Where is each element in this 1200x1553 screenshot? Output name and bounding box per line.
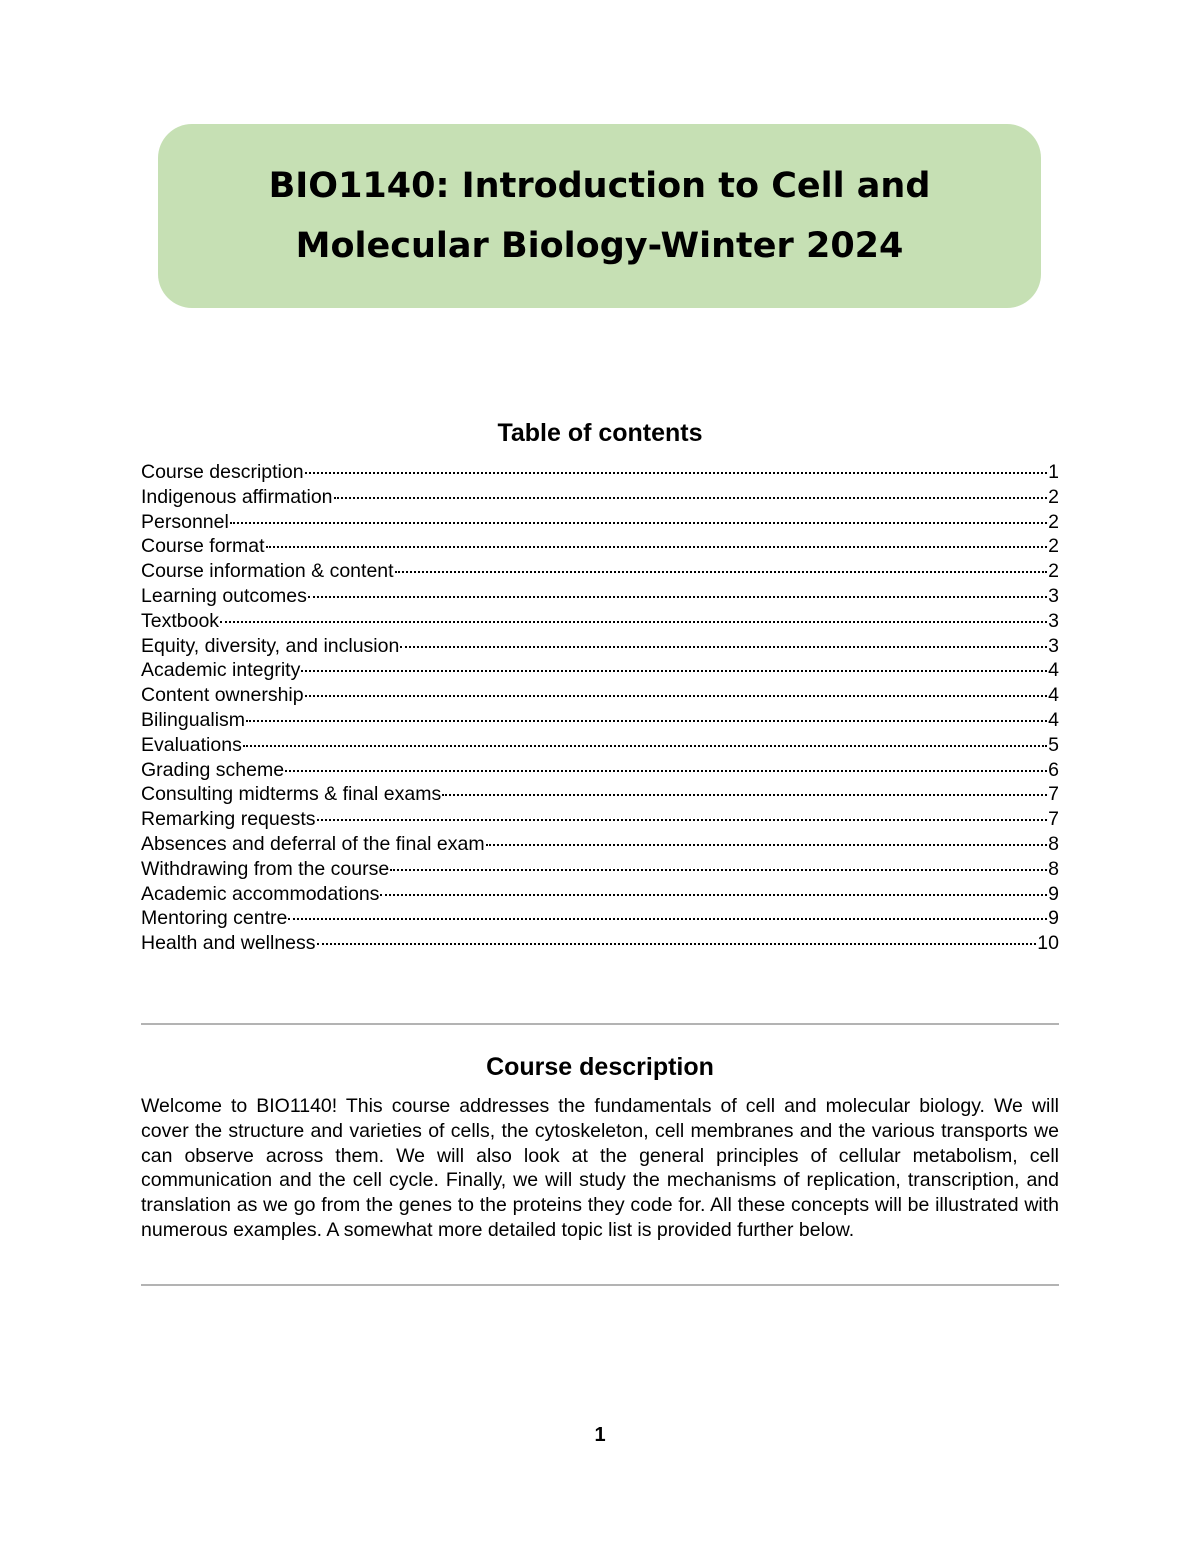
- toc-dot-leader: [305, 695, 1048, 697]
- toc-entry-label: Personnel: [141, 510, 229, 533]
- toc-entry-label: Learning outcomes: [141, 584, 307, 607]
- toc-entry-page-number: 2: [1048, 510, 1059, 533]
- toc-entry-page-number: 5: [1048, 733, 1059, 756]
- toc-entry-page-number: 8: [1048, 832, 1059, 855]
- toc-dot-leader: [288, 918, 1047, 920]
- toc-entry[interactable]: [141, 882, 1059, 907]
- toc-entry-page-number: 3: [1048, 609, 1059, 632]
- toc-dot-leader: [380, 894, 1047, 896]
- toc-entry-label: Withdrawing from the course: [141, 857, 390, 880]
- toc-dot-leader: [285, 770, 1047, 772]
- title-banner: [158, 124, 1041, 308]
- toc-entry[interactable]: [141, 534, 1059, 559]
- toc-dot-leader: [334, 497, 1048, 499]
- toc-entry-label: Absences and deferral of the final exam: [141, 832, 485, 855]
- toc-entry-label: Grading scheme: [141, 758, 285, 781]
- toc-dot-leader: [317, 819, 1048, 821]
- toc-entry-label: Course information & content: [141, 560, 394, 583]
- toc-entry-label: Mentoring centre: [141, 907, 288, 930]
- toc-entry[interactable]: [141, 658, 1059, 683]
- toc-dot-leader: [266, 546, 1048, 548]
- toc-entry-page-number: 9: [1048, 882, 1059, 905]
- toc-dot-leader: [301, 670, 1047, 672]
- section-heading: Course description: [486, 1053, 714, 1081]
- toc-entry-page-number: 4: [1048, 684, 1059, 707]
- toc-dot-leader: [390, 869, 1047, 871]
- toc-entry[interactable]: [141, 906, 1059, 931]
- toc-entry[interactable]: [141, 609, 1059, 634]
- toc-entry[interactable]: [141, 460, 1059, 485]
- toc-entry[interactable]: [141, 510, 1059, 535]
- toc-entry-label: Evaluations: [141, 733, 242, 756]
- toc-entry[interactable]: [141, 807, 1059, 832]
- toc-entry-label: Course format: [141, 535, 265, 558]
- toc-dot-leader: [442, 794, 1047, 796]
- page-number: 1: [594, 1424, 606, 1446]
- toc-entry[interactable]: [141, 931, 1059, 956]
- toc-entry-label: Remarking requests: [141, 808, 316, 831]
- toc-entry-label: Content ownership: [141, 684, 304, 707]
- toc-entry[interactable]: [141, 559, 1059, 584]
- document-title-line-1: BIO1140: Introduction to Cell and: [268, 166, 931, 206]
- toc-entry[interactable]: [141, 857, 1059, 882]
- toc-entry-label: Consulting midterms & final exams: [141, 783, 442, 806]
- toc-dot-leader: [317, 943, 1037, 945]
- toc-dot-leader: [308, 596, 1047, 598]
- toc-entry[interactable]: [141, 634, 1059, 659]
- toc-entry-label: Academic accommodations: [141, 882, 380, 905]
- toc-entry[interactable]: [141, 782, 1059, 807]
- toc-heading: Table of contents: [497, 419, 703, 447]
- toc-dot-leader: [230, 522, 1047, 524]
- toc-entry-page-number: 7: [1048, 783, 1059, 806]
- toc-entry-page-number: 7: [1048, 808, 1059, 831]
- document-title-line-2: Molecular Biology-Winter 2024: [295, 226, 904, 266]
- course-description-text: Welcome to BIO1140! This course addresses the fundamentals of cell and molecular biology. We will cover the structure and varieties of cells, the cytoskeleton, cell membranes and the various transports we can observe across them. We will also look at the general principles of cellular metabolism, cell communication and the cell cycle. Finally, we will study the mechanisms of replication, transcription, and translation as we go from the genes to the proteins they code for. All these concepts will be illustrated with numerous examples. A somewhat more detailed topic list is provided further below.: [141, 1095, 1059, 1241]
- toc-entry-page-number: 3: [1048, 634, 1059, 657]
- toc-dot-leader: [243, 745, 1047, 747]
- toc-entry[interactable]: [141, 733, 1059, 758]
- toc-entry-page-number: 1: [1048, 461, 1059, 483]
- toc-entry[interactable]: [141, 584, 1059, 609]
- toc-entry-page-number: 2: [1048, 485, 1059, 508]
- toc-entry-page-number: 8: [1048, 857, 1059, 880]
- toc-dot-leader: [486, 844, 1048, 846]
- toc-entry-page-number: 4: [1048, 708, 1059, 731]
- toc-entry-label: Academic integrity: [141, 659, 301, 682]
- toc-entry[interactable]: [141, 832, 1059, 857]
- toc-entry-page-number: 10: [1037, 932, 1059, 955]
- toc-entry-page-number: 2: [1048, 560, 1059, 583]
- toc-dot-leader: [220, 621, 1047, 623]
- divider: [141, 1284, 1059, 1286]
- toc-entry-label: Equity, diversity, and inclusion: [141, 634, 400, 657]
- toc-entry-page-number: 3: [1048, 584, 1059, 607]
- toc-entry[interactable]: [141, 485, 1059, 510]
- toc-dot-leader: [246, 720, 1047, 722]
- toc-dot-leader: [305, 472, 1048, 474]
- divider: [141, 1023, 1059, 1025]
- toc-entry-page-number: 6: [1048, 758, 1059, 781]
- toc-entry-page-number: 4: [1048, 659, 1059, 682]
- toc-entry[interactable]: [141, 683, 1059, 708]
- toc-entry-label: Course description: [141, 461, 304, 483]
- toc-dot-leader: [395, 571, 1048, 573]
- table-of-contents: [141, 460, 1059, 956]
- toc-entry[interactable]: [141, 708, 1059, 733]
- toc-entry-page-number: 2: [1048, 535, 1059, 558]
- toc-entry[interactable]: [141, 758, 1059, 783]
- toc-entry-label: Indigenous affirmation: [141, 485, 333, 508]
- toc-dot-leader: [400, 646, 1047, 648]
- toc-entry-page-number: 9: [1048, 907, 1059, 930]
- toc-entry-label: Health and wellness: [141, 932, 316, 955]
- toc-entry-label: Textbook: [141, 609, 220, 632]
- toc-entry-label: Bilingualism: [141, 708, 246, 731]
